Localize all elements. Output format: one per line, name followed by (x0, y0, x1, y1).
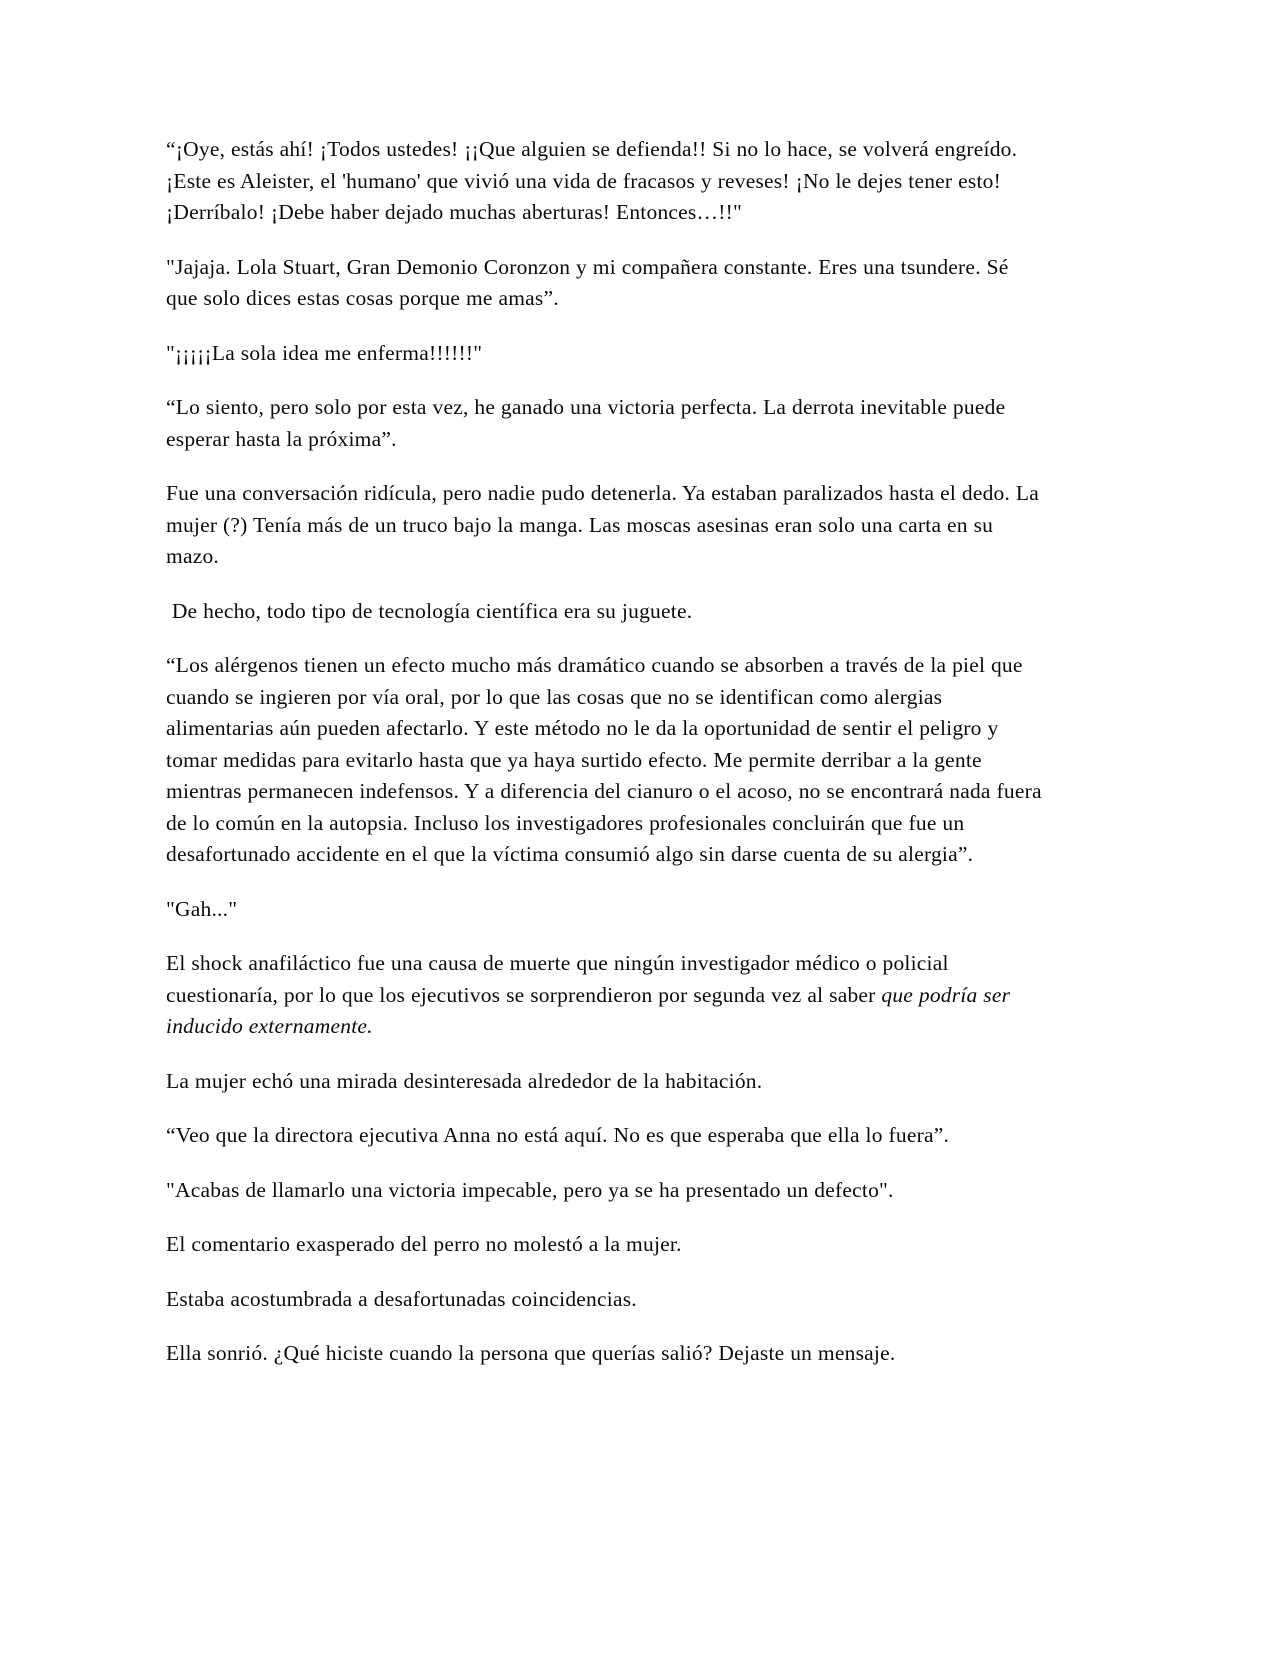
paragraph-1: “¡Oye, estás ahí! ¡Todos ustedes! ¡¡Que alguien se defienda!! Si no lo hace, se volverá engreído. ¡Este es Aleister, el 'humano' que vivió una vida de fracasos y reveses! ¡No le dejes tener esto! ¡Derríbalo! ¡Debe haber dejado muchas aberturas! Entonces…!!" (166, 137, 1024, 224)
paragraph-4: “Lo siento, pero solo por esta vez, he ganado una victoria perfecta. La derrota inevitable puede esperar hasta la próxima”. (166, 395, 1012, 451)
paragraph-11: “Veo que la directora ejecutiva Anna no está aquí. No es que esperaba que ella lo fuera”. (166, 1123, 950, 1147)
paragraph-14: Estaba acostumbrada a desafortunadas coincidencias. (166, 1286, 637, 1311)
text-column (166, 134, 1048, 1370)
paragraph-2: "Jajaja. Lola Stuart, Gran Demonio Coronzon y mi compañera constante. Eres una tsundere. Sé que solo dices estas cosas porque me amas”. (166, 254, 1015, 310)
paragraph-10: La mujer echó una mirada desinteresada alrededor de la habitación. (166, 1068, 763, 1093)
paragraph-12: "Acabas de llamarlo una victoria impecable, pero ya se ha presentado un defecto". (166, 1177, 894, 1202)
paragraph-9 (166, 948, 1042, 1043)
paragraph-9-italic-emphasis: que podría ser inducido externamente. (166, 982, 1017, 1038)
paragraph-13: El comentario exasperado del perro no molestó a la mujer. (166, 1232, 682, 1256)
paragraph-9-plain: El shock anafiláctico fue una causa de muerte que ningún investigador médico o policial cuestionaría, por lo que los ejecutivos se sorprendieron por segunda vez al saber (166, 951, 955, 1007)
paragraph-8: "Gah..." (166, 896, 238, 921)
paragraph-5: Fue una conversación ridícula, pero nadie pudo detenerla. Ya estaban paralizados hasta el dedo. La mujer (?) Tenía más de un truco bajo la manga. Las moscas asesinas eran solo una carta en su mazo. (166, 481, 1045, 568)
paragraph-3: "¡¡¡¡¡La sola idea me enferma!!!!!!" (166, 340, 483, 365)
paragraph-6: De hecho, todo tipo de tecnología científica era su juguete. (166, 598, 693, 623)
paragraph-7: “Los alérgenos tienen un efecto mucho más dramático cuando se absorben a través de la piel que cuando se ingieren por vía oral, por lo que las cosas que no se identifican como alergias alimentarias aún pueden afectarlo. Y este método no le da la oportunidad de sentir el peligro y tomar medidas para evitarlo hasta que ya haya surtido efecto. Me permite derribar a la gente mientras permanecen indefensos. Y a diferencia del cianuro o el acoso, no se encontrará nada fuera de lo común en la autopsia. Incluso los investigadores profesionales concluirán que fue un desafortunado accidente en el que la víctima consumió algo sin darse cuenta de su alergia”. (166, 653, 1048, 866)
paragraph-15: Ella sonrió. ¿Qué hiciste cuando la persona que querías salió? Dejaste un mensaje. (166, 1341, 896, 1365)
